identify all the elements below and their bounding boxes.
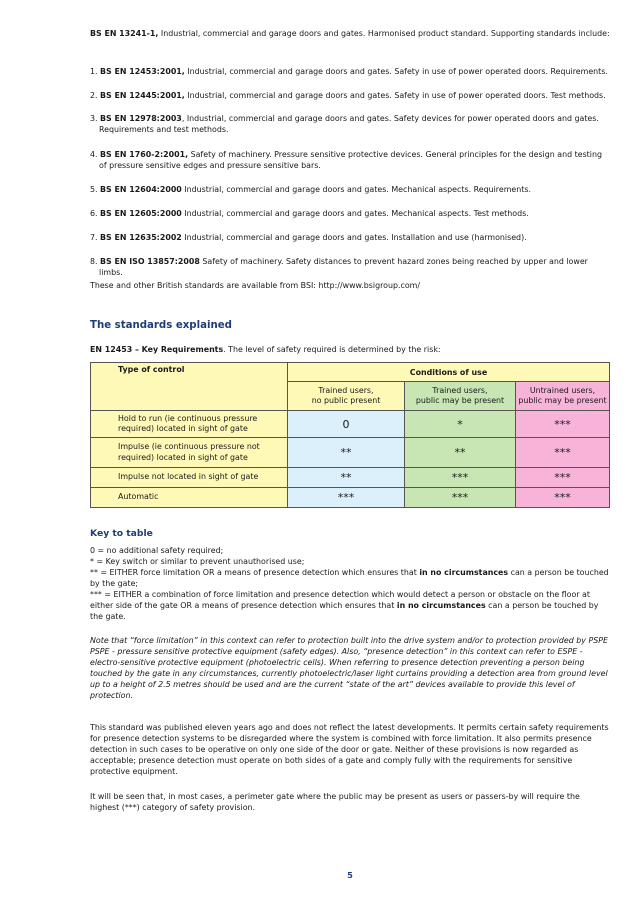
key-entry — [90, 589, 610, 622]
key-list — [90, 545, 610, 622]
item-number: 3. — [90, 114, 98, 123]
column-header-line: public may be present — [415, 396, 505, 405]
table-cell: *** — [405, 468, 516, 488]
key-text: ** = EITHER force limitation OR a means of presence detection which ensures that — [90, 568, 420, 577]
column-header-line: Trained users, — [318, 386, 374, 395]
note-paragraph: Note that “force limitation” in this context can refer to protection built into the drive system and/or to protection provided by PSPE PSPE - pressure sensitive protective equipment (safety edges). Also, “presence detection” in this context can refer to ESPE - electro-sensitive protective equipment (photoelectric cells). When referring to presence detection preventing a person being touched by the gate in any circumstances, currently photoelectric/laser light curtains providing a detection area from ground level up to a height of 2.5 metres should be used and are the current “state of the art” devices available to provide this level of protection. — [90, 636, 608, 700]
table-cell: *** — [516, 438, 610, 468]
body-paragraph: This standard was published eleven years ago and does not reflect the latest developments. It permits certain safety requirements for presence detection systems to be disregarded where the system is combined with force limitation. It also permits presence detection in such cases to be operative on only one side of the door or gate. Neither of these provisions is now regarded as acceptable; presence detection must operate on both sides of a gate and comply fully with the requirements for sensitive protective equipment. — [90, 723, 609, 776]
standard-code: BS EN 12605:2000 — [100, 209, 182, 218]
row-label: Impulse not located in sight of gate — [91, 468, 288, 488]
key-text: can a person be touched by the gate; — [90, 568, 609, 588]
key-entry: 0 = no additional safety required; — [90, 546, 224, 555]
standard-title: Industrial, commercial and garage doors and gates. Mechanical aspects. Test methods. — [181, 209, 529, 218]
key-text: *** = EITHER a combination of force limitation and presence detection which would detect a person or obstacle on the floor at either side of the gate OR a means of presence detection which ensures that — [90, 590, 590, 610]
intro-text: Industrial, commercial and garage doors and gates. Harmonised product standard. Supporting standards include: — [158, 29, 610, 38]
intro-paragraph — [90, 28, 610, 39]
row-label: Hold to run (ie continuous pressure required) located in sight of gate — [91, 411, 288, 438]
key-requirements-label: EN 12453 – Key Requirements — [90, 345, 224, 354]
standard-item — [90, 208, 610, 219]
item-number: 2. — [90, 91, 98, 100]
row-label: Automatic — [91, 488, 288, 508]
table-cell: ** — [288, 468, 405, 488]
column-header-line: Trained users, — [432, 386, 488, 395]
standard-code: BS EN 1760-2:2001, — [100, 150, 189, 159]
table-row — [91, 488, 610, 508]
key-entry: * = Key switch or similar to prevent unauthorised use; — [90, 557, 305, 566]
item-number: 7. — [90, 233, 98, 242]
section-heading: The standards explained — [90, 320, 232, 331]
item-number: 6. — [90, 209, 98, 218]
standard-title: Safety of machinery. Safety distances to prevent hazard zones being reached by upper and lower limbs. — [99, 257, 588, 277]
standard-item — [90, 184, 610, 195]
standard-item — [90, 113, 610, 135]
standard-code: BS EN 12445:2001, — [100, 91, 185, 100]
standard-item — [90, 232, 610, 243]
item-number: 5. — [90, 185, 98, 194]
table-row — [91, 438, 610, 468]
body-paragraph: It will be seen that, in most cases, a perimeter gate where the public may be present as users or passers-by will require the highest (***) category of safety provision. — [90, 792, 580, 812]
standard-code: BS EN 12453:2001, — [100, 67, 185, 76]
table-row — [91, 411, 610, 438]
item-number: 1. — [90, 67, 98, 76]
table-cell: *** — [288, 488, 405, 508]
table-cell: *** — [516, 488, 610, 508]
item-number: 4. — [90, 150, 98, 159]
safety-table — [90, 362, 610, 508]
table-cell: 0 — [288, 411, 405, 438]
key-heading: Key to table — [90, 528, 153, 539]
standard-title: Industrial, commercial and garage doors and gates. Installation and use (harmonised). — [181, 233, 527, 242]
key-emphasis: in no circumstances — [419, 568, 509, 577]
other-standards-note: These and other British standards are available from BSI: http://www.bsigroup.com/ — [90, 281, 421, 290]
standard-title: Industrial, commercial and garage doors and gates. Safety in use of power operated doors. Requirements. — [184, 67, 608, 76]
row-label: Impulse (ie continuous pressure not required) located in sight of gate — [91, 438, 288, 468]
standard-title: Industrial, commercial and garage doors and gates. Mechanical aspects. Requirements. — [181, 185, 531, 194]
table-cell: *** — [405, 488, 516, 508]
standard-item — [90, 90, 610, 101]
table-row — [91, 468, 610, 488]
intro-code: BS EN 13241-1, — [90, 29, 159, 38]
standard-item — [90, 149, 610, 171]
key-requirements-line — [90, 344, 610, 355]
column-header-line: public may be present — [518, 396, 607, 405]
standard-title: , Industrial, commercial and garage doors and gates. Safety devices for power operated doors and gates. Requirements and test methods. — [99, 114, 599, 134]
page-number: 5 — [347, 871, 353, 880]
table-cell: ** — [405, 438, 516, 468]
conditions-header: Conditions of use — [288, 363, 610, 382]
item-number: 8. — [90, 257, 98, 266]
column-header — [288, 382, 405, 411]
standard-title: Safety of machinery. Pressure sensitive protective devices. General principles for the design and testing of pressure sensitive edges and pressure sensitive bars. — [99, 150, 602, 170]
standard-code: BS EN 12604:2000 — [100, 185, 182, 194]
table-cell: ** — [288, 438, 405, 468]
table-cell: * — [405, 411, 516, 438]
key-entry — [90, 567, 610, 589]
column-header-line: no public present — [311, 396, 381, 405]
column-header — [405, 382, 516, 411]
standard-title: Industrial, commercial and garage doors and gates. Safety in use of power operated doors. Test methods. — [184, 91, 606, 100]
key-emphasis: in no circumstances — [396, 601, 486, 610]
table-cell: *** — [516, 468, 610, 488]
key-requirements-text: . The level of safety required is determined by the risk: — [223, 345, 441, 354]
table-cell: *** — [516, 411, 610, 438]
key-text: can a person be touched by the gate. — [90, 601, 599, 621]
standard-item — [90, 256, 610, 278]
column-header-line: Untrained users, — [529, 386, 596, 395]
standard-item — [90, 66, 610, 77]
standard-code: BS EN ISO 13857:2008 — [100, 257, 200, 266]
column-header — [516, 382, 610, 411]
standard-code: BS EN 12978:2003 — [100, 114, 182, 123]
type-of-control-header: Type of control — [91, 363, 288, 411]
standard-code: BS EN 12635:2002 — [100, 233, 182, 242]
